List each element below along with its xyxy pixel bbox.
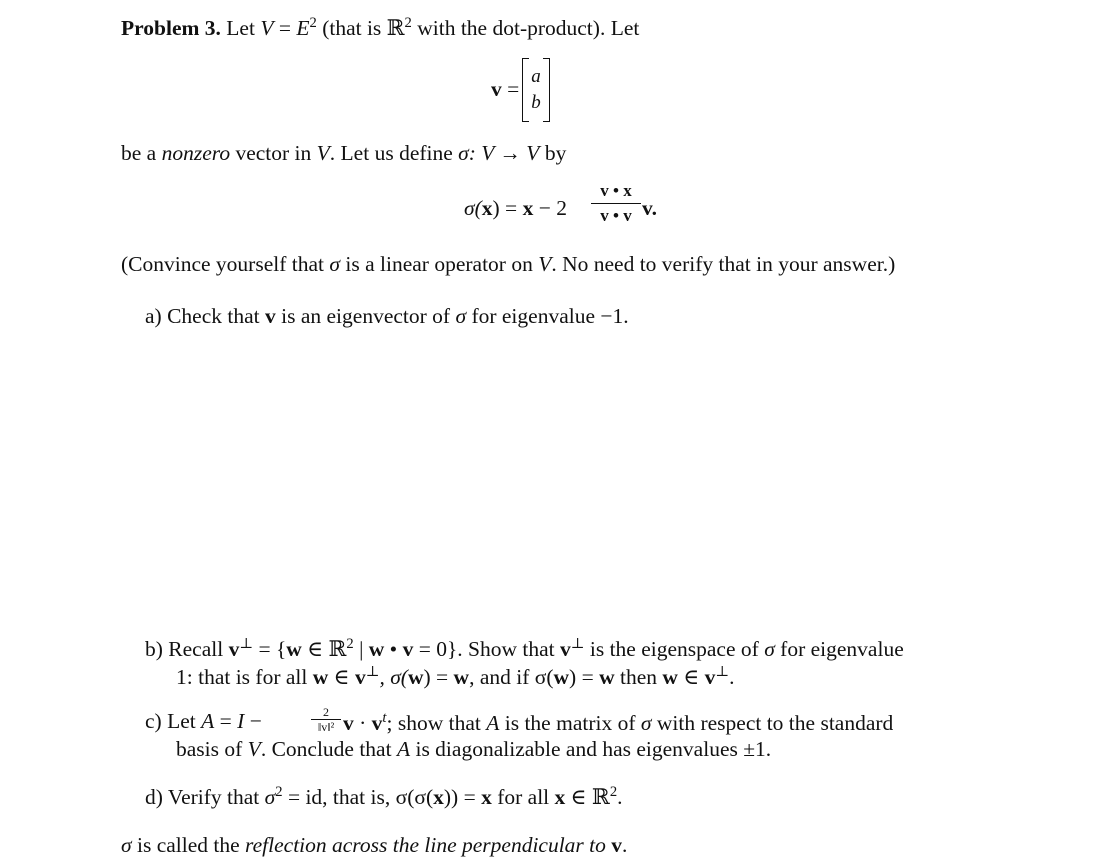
part-d (145, 785, 623, 809)
text: (that is ℝ (322, 16, 405, 41)
math-v: v (354, 665, 366, 690)
math-sigma: σ (121, 833, 132, 857)
math-V: V (316, 141, 330, 165)
problem-statement-line (121, 16, 639, 40)
item-label: c) (145, 709, 162, 733)
text: for eigenvalue −1. (471, 304, 629, 328)
item-label: d) (145, 785, 163, 810)
inline-fraction (311, 706, 341, 733)
right-bracket (543, 58, 550, 122)
text: with the dot-product). Let (417, 16, 640, 41)
math-v: v (559, 637, 571, 662)
text: . Let us define (329, 141, 453, 165)
define-line (121, 143, 566, 165)
math-A: A (396, 737, 411, 761)
math-v: v (371, 711, 383, 736)
math: σ( (464, 196, 482, 220)
math: ) = (569, 665, 600, 690)
fraction-numerator: 2 (323, 705, 329, 719)
vector-def-lhs (491, 79, 519, 101)
text: is diagonalizable and has eigenvalues ±1. (415, 737, 772, 761)
math-w: w (407, 665, 424, 690)
item-label: a) (145, 304, 162, 328)
math-x: x (522, 196, 534, 220)
text: vector in (235, 141, 312, 165)
problem-heading: Problem 3. (121, 16, 221, 41)
math-eq: = (507, 77, 520, 101)
text: Check that (167, 304, 260, 328)
math: , σ( (379, 665, 408, 690)
math: − (249, 709, 262, 733)
math-perp: ⊥ (715, 664, 730, 680)
math: = (219, 709, 232, 733)
text: then (620, 665, 658, 690)
math-w: w (662, 665, 678, 690)
math: = { (258, 637, 287, 662)
left-bracket (522, 58, 529, 122)
fraction-denominator: v • v (600, 206, 632, 225)
math-E: E (296, 16, 310, 41)
math: ∈ (683, 665, 700, 690)
entry-a: a (531, 66, 541, 87)
text: by (544, 141, 567, 165)
text: ; show that (386, 711, 481, 736)
math-v: v (265, 304, 276, 328)
text: = id, that is, σ(σ( (287, 785, 434, 810)
math-w: w (286, 637, 302, 662)
math-perp: ⊥ (570, 636, 585, 652)
math-exp: 2 (309, 15, 317, 31)
text: Verify that (167, 785, 260, 810)
math-x: x (481, 785, 492, 810)
part-a (145, 306, 629, 328)
math-exp: 2 (275, 784, 283, 800)
emph-nonzero: nonzero (161, 141, 231, 165)
math-sigma-map: σ: V → V (458, 141, 540, 165)
text: is called the (136, 833, 240, 857)
math-w: w (599, 665, 615, 690)
math-v: v (228, 637, 240, 662)
math-eq: = (278, 16, 291, 41)
text: . (622, 833, 628, 857)
sigma-formula-tail (642, 198, 657, 220)
math: ∈ ℝ (570, 785, 610, 810)
text: Recall (168, 637, 224, 662)
math: ) = (423, 665, 454, 690)
sigma-fraction (591, 182, 641, 224)
math: | (353, 637, 369, 662)
emph-reflection: reflection across the line perpendicular to (245, 833, 606, 857)
math: ) = (492, 196, 523, 220)
math-v: v (343, 711, 354, 736)
math-w: w (312, 665, 329, 690)
text: . (729, 665, 735, 690)
text: is an eigenvector of (281, 304, 451, 328)
math-exp: 2 (609, 784, 618, 800)
math-x: x (433, 785, 444, 810)
closing-line (121, 835, 627, 857)
math-sigma: σ (764, 637, 775, 662)
math-transpose: t (382, 710, 387, 726)
fraction-bar (591, 203, 641, 204)
math-sigma: σ (640, 711, 652, 736)
column-vector (522, 58, 550, 122)
math-w: w (553, 665, 570, 690)
part-b-line-1 (145, 637, 904, 661)
math-A: A (201, 709, 215, 733)
text: . No need to verify that in your answer.) (551, 252, 896, 276)
math: − 2 (533, 196, 567, 220)
math-w: w (453, 665, 470, 690)
math-exp: 2 (404, 15, 412, 31)
text: , and if σ( (469, 665, 554, 690)
fraction-numerator: v • x (600, 181, 632, 200)
fraction-denominator: ‖v‖² (317, 720, 335, 734)
math: ∈ ℝ (307, 637, 347, 662)
part-c-line-1-end (343, 711, 893, 735)
math-perp: ⊥ (239, 636, 254, 652)
text: Let (226, 16, 255, 41)
math-v: v (402, 637, 414, 662)
part-c-line-2 (176, 739, 771, 761)
math-cdot: · (359, 711, 367, 736)
text: (Convince yourself that (121, 252, 325, 276)
text: 1: that is for all (176, 665, 308, 690)
part-c-line-1-start (145, 711, 262, 733)
text: for eigenvalue (780, 637, 904, 662)
text: with respect to the standard (656, 711, 894, 736)
math-exp: 2 (346, 636, 354, 652)
item-label: b) (145, 637, 163, 662)
math-V: V (260, 16, 274, 41)
math-sigma: σ (264, 785, 276, 810)
math: = 0}. Show that (413, 637, 555, 662)
convince-line (121, 254, 895, 276)
math: ∈ (333, 665, 350, 690)
entry-b: b (531, 92, 541, 113)
math-x: x (554, 785, 566, 810)
text: basis of (176, 737, 243, 761)
math-v: v. (642, 196, 657, 220)
part-b-line-2 (176, 665, 734, 689)
text: . (617, 785, 623, 810)
text: for all (497, 785, 550, 810)
math-A: A (486, 711, 500, 736)
text: is the matrix of (504, 711, 636, 736)
math-v: v (704, 665, 716, 690)
math-bullet: • (389, 637, 398, 662)
math-v: v (611, 833, 623, 857)
sigma-formula (464, 198, 567, 220)
math: )) = (443, 785, 482, 810)
vector-entries (529, 64, 543, 116)
math-sigma: σ (455, 304, 467, 328)
math-perp: ⊥ (365, 664, 380, 680)
text: is a linear operator on (345, 252, 533, 276)
text: be a (121, 141, 157, 165)
math-w: w (368, 637, 385, 662)
math-V: V (247, 737, 261, 761)
text: Let (167, 709, 196, 733)
math-sigma: σ (329, 252, 340, 276)
math-V: V (538, 252, 552, 276)
text: . Conclude that (260, 737, 392, 761)
math-v: v (491, 77, 502, 101)
text: is the eigenspace of (589, 637, 759, 662)
math-I: I (237, 709, 245, 733)
math-x: x (481, 196, 493, 220)
